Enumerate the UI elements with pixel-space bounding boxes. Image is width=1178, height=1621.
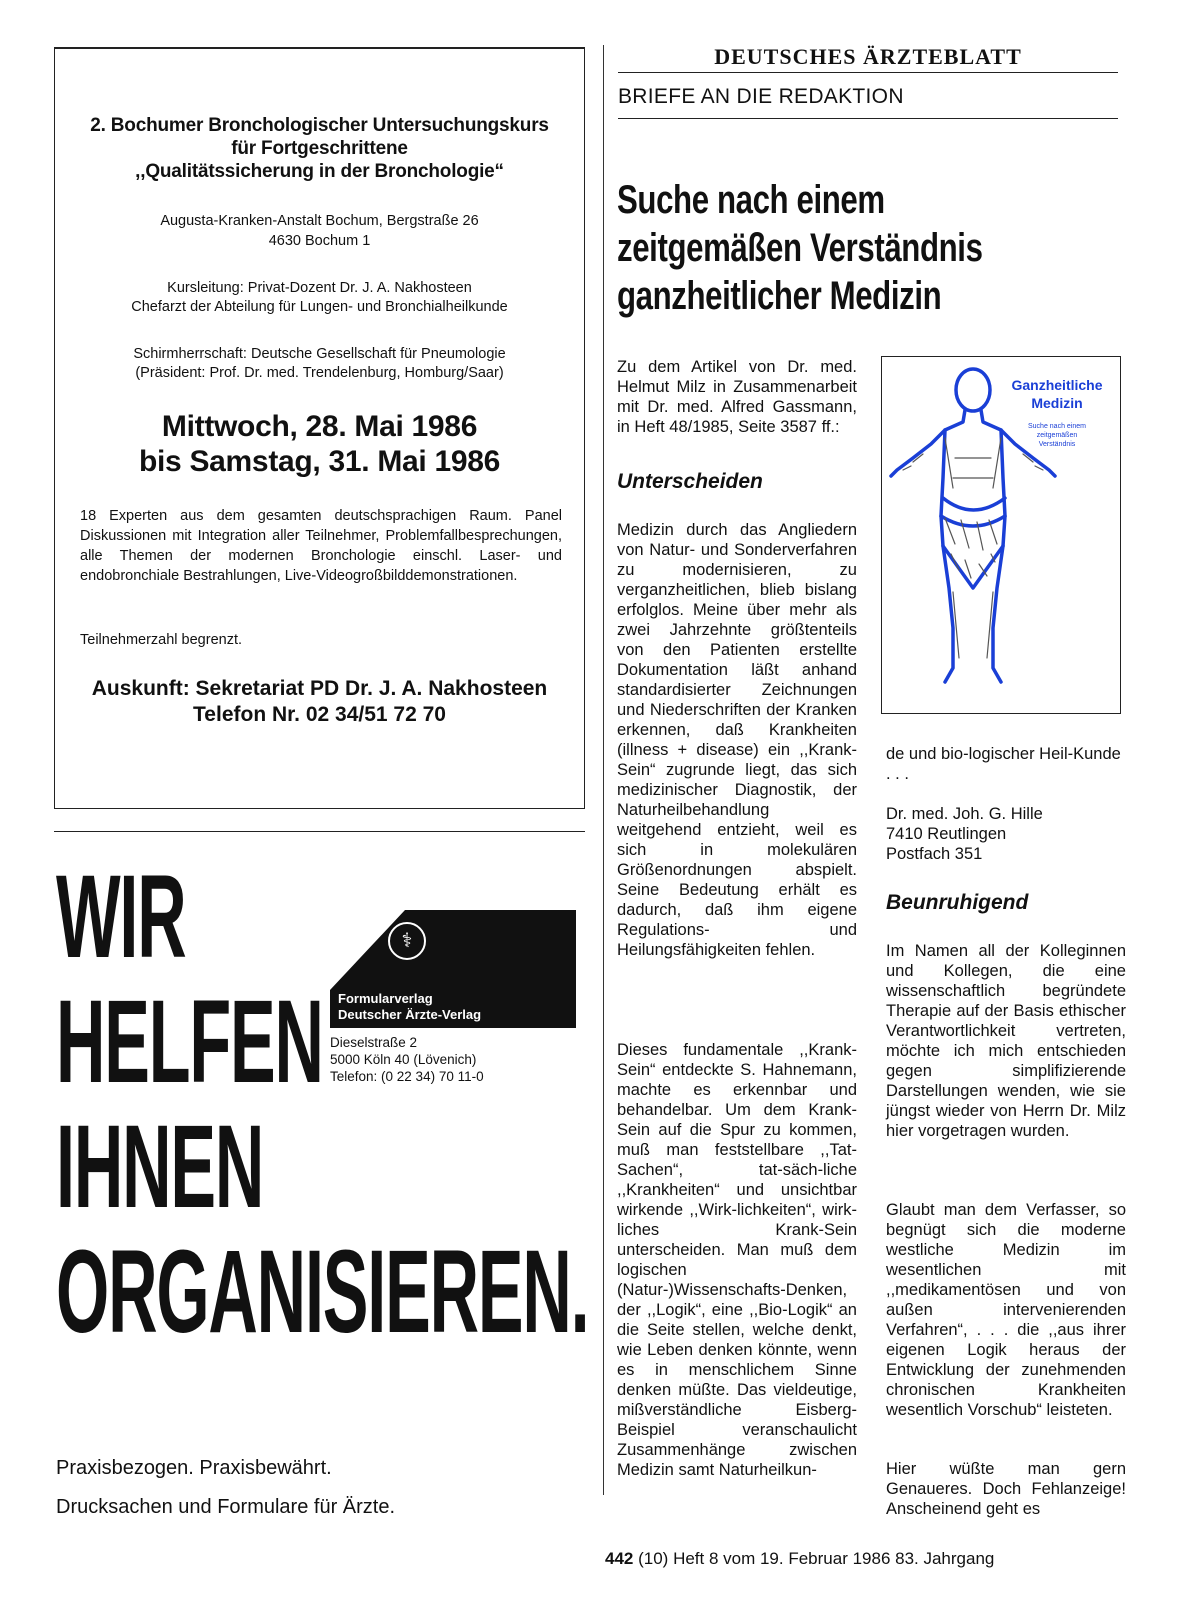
ad-slogan: Drucksachen und Formulare für Ärzte. (56, 1496, 396, 1518)
column-divider (603, 45, 604, 1495)
ad-title-line: für Fortgeschrittene (231, 138, 408, 159)
body-figure (883, 358, 1119, 712)
caduceus-icon: ⚕ (388, 922, 426, 960)
letter-heading: Unterscheiden (617, 470, 763, 493)
logo-text: Deutscher Ärzte-Verlag (338, 1007, 482, 1022)
article-headline-line: ganzheitlicher Medizin (617, 274, 942, 318)
ad-date-line: Mittwoch, 28. Mai 1986 (161, 410, 478, 443)
letter-paragraph: Glaubt man dem Verfasser, so begnügt sich die moderne westliche Medizin im wesentlichen mit ,,medikamentösen und von außen intervenierenden Verfahren“, . . . die ,,aus ihrer eigenen Logik heraus der Entwicklung der zunehmenden chronischen Krankheiten wesentlich Vorschub“ leisteten. (886, 1201, 1126, 1419)
ad-venue-line: Augusta-Kranken-Anstalt Bochum, Bergstraße 26 (160, 213, 479, 229)
ad-contact-line: Telefon Nr. 02 34/51 72 70 (193, 703, 446, 726)
ad-patron-line: Schirmherrschaft: Deutsche Gesellschaft für Pneumologie (133, 346, 506, 362)
figure-subtitle: Verständnis (1038, 441, 1076, 448)
letter-paragraph: Im Namen all der Kolleginnen und Kollegen, die eine wissenschaftlich begründete Therapie auf der Basis ethischer Verantwortlichkeit vertreten, möchte ich mich entschieden gegen simplifizierende Darstellungen wenden, wie sie jüngst wieder von Herrn Dr. Milz hier vorgetragen wurden. (886, 942, 1126, 1140)
body-outline-blue (891, 369, 1055, 682)
ad-title-line: 2. Bochumer Bronchologischer Untersuchungskurs (90, 115, 549, 136)
ad-lead-line: Kursleitung: Privat-Dozent Dr. J. A. Nakhosteen (167, 280, 472, 296)
publisher-address-line: Telefon: (0 22 34) 70 11-0 (330, 1069, 484, 1084)
figure-subtitle: zeitgemäßen (1036, 432, 1078, 439)
conference-ad (54, 47, 585, 809)
letter-paragraph: Hier wüßte man gern Genaueres. Doch Fehlanzeige! Anscheinend geht es (886, 1460, 1126, 1518)
divider (618, 118, 1118, 119)
body-shading (903, 438, 1043, 658)
figure-title: Ganzheitliche (1011, 377, 1103, 393)
ad-slogan: Praxisbezogen. Praxisbewährt. (56, 1457, 332, 1479)
ad-description: 18 Experten aus dem gesamten deutschsprachigen Raum. Panel Diskussionen mit Integration aller Teilnehmer, Problemfallbesprechungen, alle Themen der modernen Bronchologie einschl. Laser- und endobronchiale Bestrahlungen, Live-Videogroßbilddemonstrationen. (80, 508, 562, 584)
publisher-address-line: 5000 Köln 40 (Lövenich) (330, 1052, 477, 1067)
article-headline-line: Suche nach einem (617, 178, 885, 222)
ad-patron-line: (Präsident: Prof. Dr. med. Trendelenburg, Homburg/Saar) (135, 365, 504, 381)
ad-big-word: WIR (56, 851, 186, 983)
figure-subtitle: Suche nach einem (1028, 423, 1086, 430)
divider (618, 72, 1118, 73)
journal-title: DEUTSCHES ÄRZTEBLATT (714, 44, 1022, 69)
figure-title: Medizin (1031, 395, 1083, 411)
ad-lead-line: Chefarzt der Abteilung für Lungen- und Bronchialheilkunde (131, 299, 508, 315)
page-number: 442 (605, 1549, 634, 1568)
letter-continuation: de und bio-logischer Heil-Kunde . . . (886, 745, 1121, 783)
letter-paragraph: Dieses fundamentale ,,Krank-Sein“ entdeckte S. Hahnemann, machte es erkennbar und behandelbar. Um dem Krank-Sein auf die Spur zu kommen, muß man feststellbare ,,Tat-Sachen“, tat-säch-liche ,,Krankheiten“ und unsichtbar wirkende ,,Wirk-lichkeiten“, wirk-liches Krank-Sein unterscheiden. Man muß dem logischen (Natur-)Wissenschafts-Denken, der ,,Logik“, eine ,,Bio-Logik“ an die Seite stellen, welche denkt, wie Leben denken könnte, wenn es in menschlichem Sinne denken müßte. Das vieldeutige, mißverständliche Eisberg-Beispiel veranschaulicht Zusammenhänge zwischen Medizin samt Naturheilkun- (617, 1041, 857, 1479)
page-footer (605, 1549, 994, 1569)
ad-contact-line: Auskunft: Sekretariat PD Dr. J. A. Nakhosteen (91, 677, 548, 700)
ad-big-word: ORGANISIEREN. (56, 1226, 589, 1358)
section-label: BRIEFE AN DIE REDAKTION (618, 85, 904, 108)
logo-text: Formularverlag (338, 991, 433, 1006)
article-headline-line: zeitgemäßen Verständnis (617, 226, 983, 270)
issue-info: (10) Heft 8 vom 19. Februar 1986 83. Jahrgang (638, 1549, 995, 1568)
ad-date-line: bis Samstag, 31. Mai 1986 (138, 445, 501, 478)
divider (54, 831, 585, 832)
ad-limit-note: Teilnehmerzahl begrenzt. (80, 632, 243, 648)
letter-heading: Beunruhigend (886, 891, 1029, 914)
signature-line: Dr. med. Joh. G. Hille (886, 805, 1043, 823)
ad-title-line: ,,Qualitätssicherung in der Bronchologie“ (135, 161, 504, 182)
signature-line: Postfach 351 (886, 845, 983, 863)
ad-venue-line: 4630 Bochum 1 (268, 233, 371, 249)
ad-big-word: IHNEN (56, 1101, 264, 1233)
signature-line: 7410 Reutlingen (886, 825, 1007, 843)
article-intro: Zu dem Artikel von Dr. med. Helmut Milz in Zusammenarbeit mit Dr. med. Alfred Gassmann, in Heft 48/1985, Seite 3587 ff.: (617, 358, 857, 436)
publisher-address-line: Dieselstraße 2 (330, 1035, 418, 1050)
letter-paragraph: Medizin durch das Angliedern von Natur- und Sonderverfahren zu modernisieren, zu verganzheitlichen, blieb bislang erfolglos. Meine über mehr als zwei Jahrzehnte größtenteils von den Patienten erstellte Dokumentation läßt anhand standardisierter Zeichnungen und Niederschriften der Kranken erkennen, daß Krankheiten (illness + disease) ein ,,Krank-Sein“ zugrunde liegt, das sich medizinischer Diagnostik, der Naturheilbehandlung weitgehend entzieht, weil es sich in molekulären Größenordnungen abspielt. Seine Bedeutung erhält es dadurch, daß ihm eigene Regulations- und Heilungsfähigkeiten fehlen. (617, 521, 857, 959)
ad-big-word: HELFEN (56, 976, 323, 1108)
